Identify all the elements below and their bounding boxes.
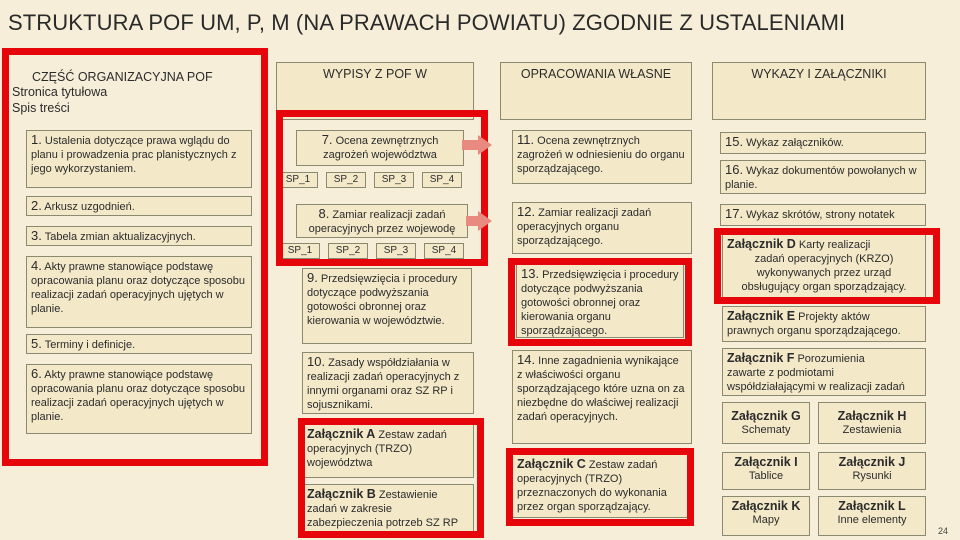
- item-8-text: Zamiar realizacji zadań operacyjnych przez wojewodę: [308, 209, 456, 235]
- item-14-num: 14.: [517, 352, 536, 367]
- item-9: [302, 268, 472, 344]
- item-5: [26, 334, 252, 354]
- zalacznik-l: [818, 496, 926, 536]
- item-10-text: Zasady współdziałania w realizacji zadań operacyjnych z innymi organami oraz SZ RP i sojusznikami.: [307, 357, 460, 411]
- item-3-text: Tabela zmian aktualizacyjnych.: [44, 231, 196, 243]
- col2-header: [276, 62, 474, 120]
- zalacznik-c-text: Zestaw zadań operacyjnych (TRZO) przeznaczonych do wykonania przez organ sporządzający.: [517, 459, 667, 513]
- zalacznik-d-text1: Karty realizacji: [798, 239, 871, 251]
- zalacznik-j-text: Rysunki: [852, 470, 892, 482]
- item-7: [296, 130, 464, 166]
- col4-header: [712, 62, 926, 120]
- zalacznik-c-name: Załącznik C: [517, 457, 586, 471]
- item-2-text: Arkusz uzgodnień.: [44, 201, 135, 213]
- item-14: [512, 350, 692, 444]
- item-8-num: 8.: [318, 206, 330, 221]
- zalacznik-k: [722, 496, 810, 536]
- zalacznik-d-text2: zadań operacyjnych (KRZO) wykonywanych przez urząd obsługujący organ sporządzający.: [741, 253, 907, 293]
- zalacznik-c: [512, 454, 688, 518]
- arrow-stem-1: [462, 140, 478, 150]
- zalacznik-e: [722, 306, 926, 342]
- item-9-num: 9.: [307, 270, 318, 285]
- zalacznik-h: [818, 402, 926, 444]
- zalacznik-f: [722, 348, 926, 396]
- item-11: [512, 130, 692, 184]
- item-6-text: Akty prawne stanowiące podstawę opracowania planu oraz dotyczące sposobu realizacji zadań operacyjnych ujętych w planie.: [31, 369, 246, 423]
- col1-header: CZĘŚĆ ORGANIZACYJNA POF: [32, 70, 213, 84]
- item-17: [720, 204, 926, 226]
- item-7-text: Ocena zewnętrznych zagrożeń województwa: [323, 135, 439, 161]
- zalacznik-e-text2: prawnych organu sporządzającego.: [727, 325, 901, 337]
- item-8: [296, 204, 468, 238]
- zalacznik-g-name: Załącznik G: [731, 409, 801, 423]
- sp-1-b: SP_1: [280, 243, 320, 259]
- zalacznik-e-name: Załącznik E: [727, 309, 796, 323]
- zalacznik-j: [818, 452, 926, 490]
- item-3: [26, 226, 252, 246]
- item-5-text: Terminy i definicje.: [44, 339, 136, 351]
- item-5-num: 5.: [31, 336, 42, 351]
- zalacznik-e-text1: Projekty aktów: [798, 311, 870, 323]
- zalacznik-a-name: Załącznik A: [307, 427, 376, 441]
- zalacznik-i-name: Załącznik I: [734, 455, 798, 469]
- item-12: [512, 202, 692, 254]
- item-4-num: 4.: [31, 258, 42, 273]
- page-number: 24: [937, 526, 948, 536]
- item-2-num: 2.: [31, 198, 42, 213]
- sp-2-b: SP_2: [328, 243, 368, 259]
- item-3-num: 3.: [31, 228, 42, 243]
- arrow-stem-2: [466, 216, 478, 226]
- item-9-text: Przedsięwzięcia i procedury dotyczące podwyższania gotowości obronnej oraz kierowania w województwie.: [307, 273, 458, 327]
- col1-header-box: [8, 58, 260, 120]
- col1-header-line-1: Stronica tytułowa: [12, 85, 108, 99]
- zalacznik-j-name: Załącznik J: [838, 455, 906, 469]
- zalacznik-l-name: Załącznik L: [838, 499, 906, 513]
- col2-header-text: WYPISY Z POF W: [323, 67, 427, 81]
- zalacznik-f-name: Załącznik F: [727, 351, 795, 365]
- zalacznik-d-name: Załącznik D: [727, 237, 796, 251]
- item-17-num: 17.: [725, 206, 744, 221]
- item-4-text: Akty prawne stanowiące podstawę opracowania planu oraz dotyczące sposobu realizacji zadań operacyjnych ujętych w planie.: [31, 261, 246, 315]
- zalacznik-b: [302, 484, 474, 532]
- item-1-num: 1.: [31, 132, 42, 147]
- zalacznik-a-text: Zestaw zadań operacyjnych (TRZO) województwa: [307, 429, 447, 469]
- col4-header-text: WYKAZY I ZAŁĄCZNIKI: [751, 67, 887, 81]
- zalacznik-g-text: Schematy: [741, 424, 791, 436]
- item-15-text: Wykaz załączników.: [746, 137, 844, 149]
- sp-3-b: SP_3: [376, 243, 416, 259]
- item-13-num: 13.: [521, 266, 540, 281]
- zalacznik-i: [722, 452, 810, 490]
- item-15: [720, 132, 926, 154]
- col3-header: [500, 62, 692, 120]
- zalacznik-i-text: Tablice: [748, 470, 784, 482]
- sp-4-b: SP_4: [424, 243, 464, 259]
- item-15-num: 15.: [725, 134, 744, 149]
- zalacznik-f-text1: Porozumienia: [797, 353, 865, 365]
- zalacznik-d: [722, 234, 926, 298]
- arrow-right-1: [478, 135, 492, 155]
- zalacznik-l-text: Inne elementy: [837, 514, 907, 526]
- item-10: [302, 352, 474, 414]
- zalacznik-b-name: Załącznik B: [307, 487, 376, 501]
- item-1-text: Ustalenia dotyczące prawa wglądu do planu i prowadzenia prac planistycznych z jego wykorzystaniem.: [31, 135, 237, 175]
- item-11-text: Ocena zewnętrznych zagrożeń w odniesieniu do organu sporządzającego.: [517, 135, 685, 175]
- item-13: [516, 264, 684, 338]
- arrow-right-2: [478, 211, 492, 231]
- item-6-num: 6.: [31, 366, 42, 381]
- item-12-num: 12.: [517, 204, 536, 219]
- zalacznik-k-text: Mapy: [752, 514, 780, 526]
- item-1: [26, 130, 252, 188]
- item-16: [720, 160, 926, 194]
- item-16-num: 16.: [725, 162, 744, 177]
- col3-header-text: OPRACOWANIA WŁASNE: [520, 67, 672, 81]
- item-11-num: 11.: [517, 132, 535, 147]
- sp-4-a: SP_4: [422, 172, 462, 188]
- sp-2-a: SP_2: [326, 172, 366, 188]
- item-10-num: 10.: [307, 354, 326, 369]
- item-13-text: Przedsięwzięcia i procedury dotyczące podwyższania gotowości obronnej oraz kierowania organu sporządzającego.: [521, 269, 679, 337]
- item-7-num: 7.: [321, 132, 333, 147]
- item-17-text: Wykaz skrótów, strony notatek: [746, 209, 895, 221]
- item-2: [26, 196, 252, 216]
- item-16-text: Wykaz dokumentów powołanych w planie.: [725, 165, 917, 191]
- zalacznik-g: [722, 402, 810, 444]
- zalacznik-h-text: Zestawienia: [842, 424, 902, 436]
- item-4: [26, 256, 252, 328]
- col1-header-line-2: Spis treści: [12, 101, 70, 115]
- sp-1-a: SP_1: [278, 172, 318, 188]
- page-title: STRUKTURA POF UM, P, M (NA PRAWACH POWIATU) ZGODNIE Z USTALENIAMI: [8, 10, 846, 35]
- item-14-text: Inne zagadnienia wynikające z właściwości organu sporządzającego które uzna on za niezbędne do właściwej realizacji zadań operacyjnych.: [517, 355, 685, 423]
- zalacznik-k-name: Załącznik K: [731, 499, 801, 513]
- item-12-text: Zamiar realizacji zadań operacyjnych organu sporządzającego.: [517, 207, 652, 247]
- zalacznik-a: [302, 424, 474, 478]
- zalacznik-f-text2: zawarte z podmiotami współdziałającymi w realizacji zadań: [727, 367, 905, 393]
- zalacznik-h-name: Załącznik H: [837, 409, 907, 423]
- sp-3-a: SP_3: [374, 172, 414, 188]
- zalacznik-b-text: Zestawienie zadań w zakresie zabezpieczenia potrzeb SZ RP: [307, 489, 459, 529]
- item-6: [26, 364, 252, 434]
